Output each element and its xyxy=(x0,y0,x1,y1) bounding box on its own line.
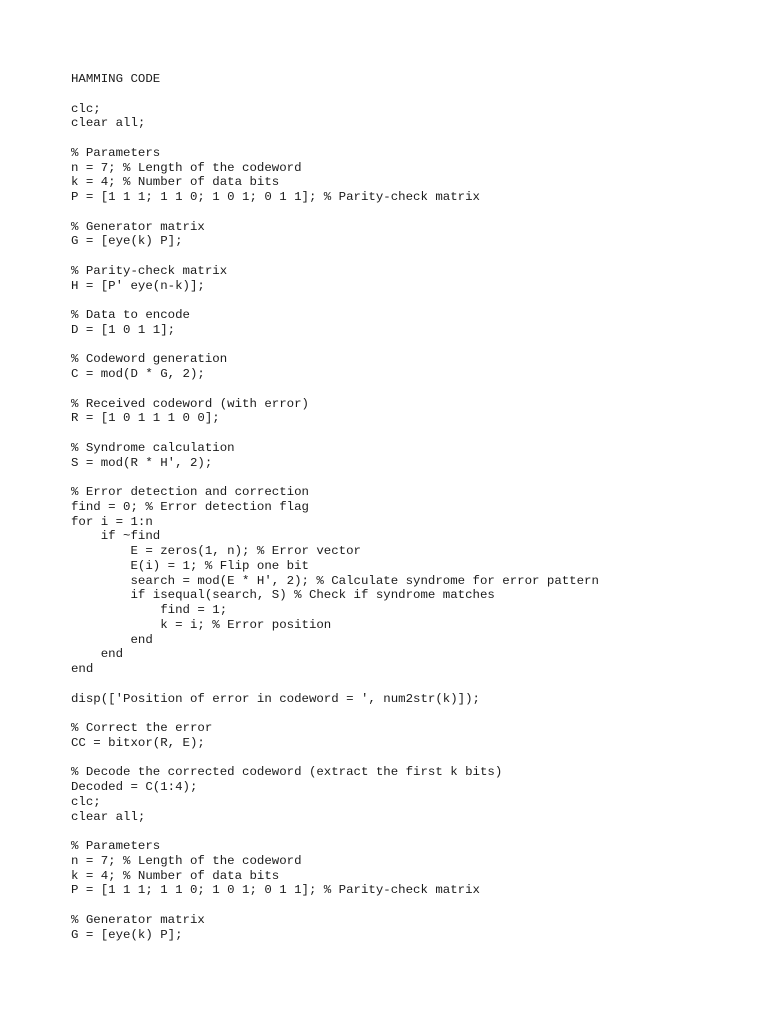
code-listing xyxy=(71,72,599,942)
code-line xyxy=(71,751,599,766)
code-line: end xyxy=(71,632,153,647)
code-line xyxy=(71,706,599,721)
code-line: if ~find xyxy=(71,529,161,544)
code-line: Decoded = C(1:4); xyxy=(71,780,198,794)
code-line: disp(['Position of error in codeword = ', num2str(k)]); xyxy=(71,691,480,706)
code-line: R = [1 0 1 1 1 0 0]; xyxy=(71,411,220,426)
code-line: P = [1 1 1; 1 1 0; 1 0 1; 0 1 1]; % Parity-check matrix xyxy=(71,190,480,204)
code-line: E(i) = 1; % Flip one bit xyxy=(71,558,309,573)
code-line: C = mod(D * G, 2); xyxy=(71,367,205,381)
code-line: n = 7; % Length of the codeword xyxy=(71,160,302,175)
code-line: G = [eye(k) P]; xyxy=(71,927,183,942)
code-line: D = [1 0 1 1]; xyxy=(71,322,176,337)
code-line: % Received codeword (with error) xyxy=(71,396,309,411)
code-line: k = 4; % Number of data bits xyxy=(71,175,280,190)
code-line: clear all; xyxy=(71,809,146,824)
code-line: % Generator matrix xyxy=(71,219,205,234)
code-line: n = 7; % Length of the codeword xyxy=(71,853,302,868)
code-line xyxy=(71,824,599,839)
code-line: % Parameters xyxy=(71,839,161,853)
code-line: % Codeword generation xyxy=(71,352,228,367)
code-line: % Data to encode xyxy=(71,308,190,322)
code-line xyxy=(71,87,599,102)
code-line xyxy=(71,470,599,485)
code-line: % Generator matrix xyxy=(71,912,205,927)
code-line: E = zeros(1, n); % Error vector xyxy=(71,544,361,558)
code-line: P = [1 1 1; 1 1 0; 1 0 1; 0 1 1]; % Parity-check matrix xyxy=(71,883,480,898)
code-line xyxy=(71,131,599,146)
code-line: % Parity-check matrix xyxy=(71,263,228,278)
code-line: clear all; xyxy=(71,116,146,131)
code-line: % Parameters xyxy=(71,145,161,160)
code-line xyxy=(71,205,599,220)
code-line: end xyxy=(71,647,124,662)
code-line xyxy=(71,249,599,264)
code-line: % Error detection and correction xyxy=(71,485,309,499)
code-line: S = mod(R * H', 2); xyxy=(71,455,213,470)
code-line: for i = 1:n xyxy=(71,514,153,529)
code-line: CC = bitxor(R, E); xyxy=(71,735,205,750)
code-line: clc; xyxy=(71,101,101,116)
code-line xyxy=(71,677,599,692)
code-line: % Correct the error xyxy=(71,721,213,735)
code-line xyxy=(71,382,599,397)
code-line: HAMMING CODE xyxy=(71,72,161,86)
code-line: if isequal(search, S) % Check if syndrome matches xyxy=(71,588,495,603)
code-line: % Decode the corrected codeword (extract the first k bits) xyxy=(71,765,503,780)
code-line: clc; xyxy=(71,794,101,809)
code-line: k = i; % Error position xyxy=(71,617,332,632)
code-line: find = 0; % Error detection flag xyxy=(71,499,309,514)
code-line: k = 4; % Number of data bits xyxy=(71,868,280,883)
code-line xyxy=(71,338,599,353)
code-line: % Syndrome calculation xyxy=(71,440,235,455)
code-line: search = mod(E * H', 2); % Calculate syndrome for error pattern xyxy=(71,573,599,588)
code-line: G = [eye(k) P]; xyxy=(71,234,183,249)
code-line: end xyxy=(71,662,94,676)
code-line xyxy=(71,898,599,913)
code-line xyxy=(71,426,599,441)
code-line xyxy=(71,293,599,308)
code-line: H = [P' eye(n-k)]; xyxy=(71,278,205,293)
code-line: find = 1; xyxy=(71,603,228,617)
